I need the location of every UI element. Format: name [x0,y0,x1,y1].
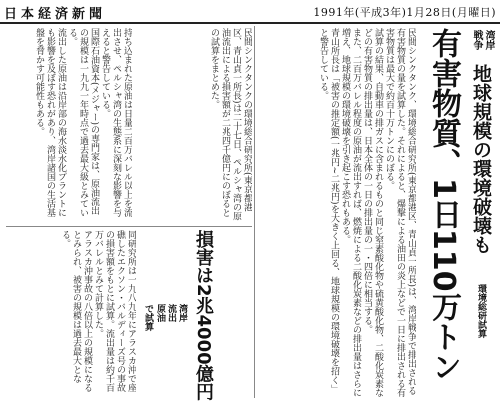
sub-paragraph: アラスカ沖事故の八倍以上の規模になるとみられ、被害の規模は過去最大となる。 [60,230,92,392]
sub-headline: 損害は2兆4000億円 [193,230,214,401]
main-article-body [256,28,416,398]
main-source: 環境総研試算 [476,284,486,338]
main-paragraph: 民間シンクタンク、環境総合研究所(東京都港区、青山貞一所長)は、湾岸戦争で排出される有害物質の量を試算した。それによると、爆撃による油田の炎上などで一日に排出される有害物質は最大で約百十万トンにのぼる。 [384,28,416,397]
main-subheadline: 地球規模の環境破壊も [470,64,492,254]
left-paragraph: 国際石油資本(メジャー)の専門家は、原油流出の規模は一九九一年時点で過去最大級とみている。 [67,28,99,217]
left-article-body [8,28,132,222]
sub-subhead: で試算 [143,304,153,331]
left-paragraph: 持ち込まれた原油は日量二百万バレル以上を流出させ、ペルシャ湾の生態系に深刻な影響を与えると警告している。 [100,28,132,217]
sub-paragraph: 同研究所は一九八九年にアラスカ沖で座礁したエクソン・バルディーズ号の事故の損害額をもとに試算。流出量は約千百万バレルとみて計算した。 [93,230,136,392]
main-paragraph: 青山所長は「被害の推定額(一兆円~二兆円)を大きく上回る、地球規模の環境破壊を招く」と警告している。 [318,28,339,394]
sub-kicker-2: 流出 [166,304,176,322]
left-paragraph: 流出した原油は沿岸部の海水淡水化プラントにも影響を及ぼす恐れがあり、湾岸諸国の生活基盤を脅かす可能性もある。 [34,28,66,217]
column-divider [254,26,255,398]
main-paragraph: また、二百万バレル程度の原油が流出すれば、燃焼による二酸化炭素などの排出量はさらに増え、地球規模の環境破壊を引き起こす恐れもある。 [340,28,361,397]
sub-kicker-3: 原油 [155,304,165,322]
main-headline: 有害物質、1日110万トン [426,28,461,382]
sub-kicker-1: 湾岸 [177,304,187,322]
sub-article-body-lower [8,230,136,398]
masthead [0,0,500,24]
main-paragraph: 試算の結果、自動車の排ガスに含まれるものと同じ窒素酸化物や硫黄酸化物、二酸化炭素などの有害物質の排出量は、日本全体の一日の排出量の一・四倍に相当する。 [362,28,383,397]
main-kicker-top: 戦争 [471,30,482,50]
main-kicker-bottom: 湾岸 [483,30,494,50]
section-divider [6,226,252,227]
issue-date: 1991年(平成3年)1月28日(月曜日) [313,6,496,19]
paper-name: 日本経済新聞 [4,7,107,22]
sub-paragraph: 民間シンクタンクの環境総合研究所(東京都港区、青山貞一所長)は二十七日、ペルシャ湾の原油流出による損害額が二兆四千億円にのぼるとの試算をまとめた。 [209,28,252,221]
article-page [0,24,500,403]
sub-article-body-upper [136,28,252,224]
